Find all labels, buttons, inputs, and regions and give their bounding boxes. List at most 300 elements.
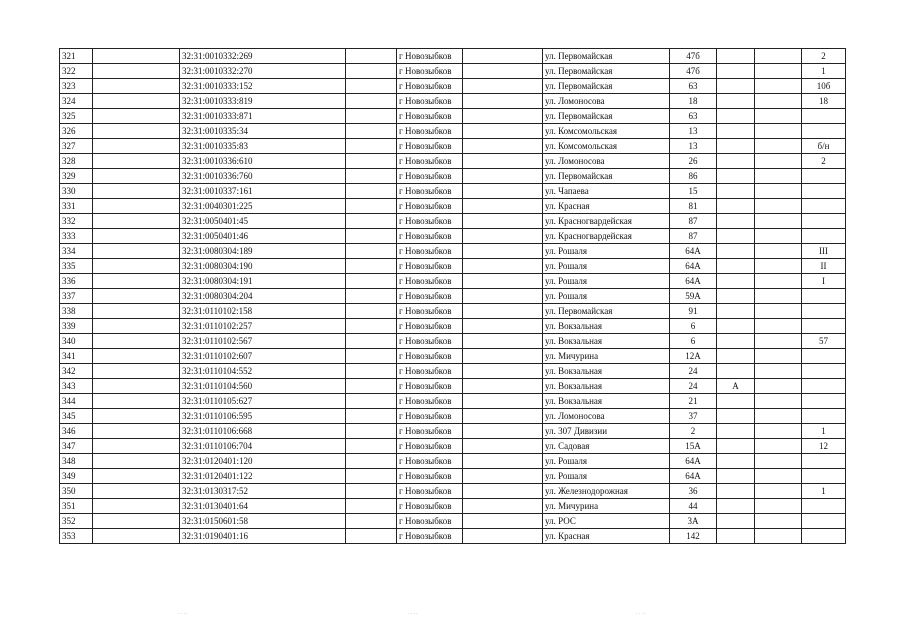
row-number: 335: [60, 259, 93, 274]
empty-cell: [346, 439, 397, 454]
table-row: [60, 139, 846, 154]
apartment-number: [802, 319, 846, 334]
house-number: 64А: [670, 244, 717, 259]
empty-cell: [463, 379, 543, 394]
cadastral-number: 32:31:0010336:760: [180, 169, 346, 184]
empty-cell: [93, 139, 180, 154]
empty-cell: [755, 454, 802, 469]
building-letter: [717, 334, 755, 349]
street-name: ул. Рошаля: [543, 259, 670, 274]
row-number: 325: [60, 109, 93, 124]
house-number: 81: [670, 199, 717, 214]
cadastral-number: 32:31:0110102:607: [180, 349, 346, 364]
street-name: ул. Вокзальная: [543, 379, 670, 394]
apartment-number: [802, 109, 846, 124]
table-row: [60, 469, 846, 484]
house-number: 63: [670, 79, 717, 94]
cadastral-number: 32:31:0010332:269: [180, 49, 346, 64]
house-number: 6: [670, 319, 717, 334]
empty-cell: [755, 274, 802, 289]
table-row: [60, 49, 846, 64]
cadastral-number: 32:31:0110106:595: [180, 409, 346, 424]
empty-cell: [93, 229, 180, 244]
row-number: 331: [60, 199, 93, 214]
city-name: г Новозыбков: [397, 424, 463, 439]
table-row: [60, 79, 846, 94]
empty-cell: [463, 214, 543, 229]
apartment-number: 10б: [802, 79, 846, 94]
empty-cell: [463, 109, 543, 124]
table-row: [60, 349, 846, 364]
city-name: г Новозыбков: [397, 289, 463, 304]
empty-cell: [463, 529, 543, 544]
empty-cell: [346, 259, 397, 274]
scan-artifact: ····: [408, 612, 419, 617]
apartment-number: III: [802, 244, 846, 259]
house-number: 24: [670, 379, 717, 394]
empty-cell: [463, 64, 543, 79]
empty-cell: [346, 484, 397, 499]
empty-cell: [463, 499, 543, 514]
empty-cell: [463, 274, 543, 289]
empty-cell: [463, 49, 543, 64]
row-number: 353: [60, 529, 93, 544]
empty-cell: [346, 229, 397, 244]
house-number: 59А: [670, 289, 717, 304]
street-name: ул. Железнодорожная: [543, 484, 670, 499]
apartment-number: [802, 229, 846, 244]
table-row: [60, 454, 846, 469]
row-number: 329: [60, 169, 93, 184]
empty-cell: [463, 199, 543, 214]
empty-cell: [346, 379, 397, 394]
house-number: 63: [670, 109, 717, 124]
empty-cell: [93, 109, 180, 124]
house-number: 21: [670, 394, 717, 409]
cadastral-number: 32:31:0120401:120: [180, 454, 346, 469]
cadastral-number: 32:31:0080304:191: [180, 274, 346, 289]
building-letter: [717, 484, 755, 499]
empty-cell: [463, 334, 543, 349]
cadastral-number: 32:31:0110105:627: [180, 394, 346, 409]
empty-cell: [755, 184, 802, 199]
empty-cell: [346, 139, 397, 154]
empty-cell: [755, 199, 802, 214]
house-number: 86: [670, 169, 717, 184]
city-name: г Новозыбков: [397, 169, 463, 184]
empty-cell: [93, 409, 180, 424]
empty-cell: [346, 199, 397, 214]
table-row: [60, 259, 846, 274]
row-number: 332: [60, 214, 93, 229]
city-name: г Новозыбков: [397, 94, 463, 109]
house-number: 2: [670, 424, 717, 439]
empty-cell: [346, 184, 397, 199]
apartment-number: [802, 364, 846, 379]
empty-cell: [755, 424, 802, 439]
building-letter: [717, 214, 755, 229]
empty-cell: [93, 364, 180, 379]
cadastral-number: 32:31:0130401:64: [180, 499, 346, 514]
empty-cell: [346, 79, 397, 94]
street-name: ул. Первомайская: [543, 109, 670, 124]
house-number: 26: [670, 154, 717, 169]
table-row: [60, 274, 846, 289]
empty-cell: [755, 439, 802, 454]
empty-cell: [93, 184, 180, 199]
empty-cell: [755, 49, 802, 64]
empty-cell: [463, 304, 543, 319]
table-row: [60, 184, 846, 199]
building-letter: [717, 109, 755, 124]
cadastral-number: 32:31:0190401:16: [180, 529, 346, 544]
cadastral-number: 32:31:0010333:152: [180, 79, 346, 94]
table-row: [60, 124, 846, 139]
apartment-number: [802, 514, 846, 529]
row-number: 340: [60, 334, 93, 349]
apartment-number: 1: [802, 64, 846, 79]
row-number: 346: [60, 424, 93, 439]
building-letter: [717, 124, 755, 139]
building-letter: [717, 64, 755, 79]
street-name: ул. Рошаля: [543, 469, 670, 484]
cadastral-number: 32:31:0080304:190: [180, 259, 346, 274]
city-name: г Новозыбков: [397, 454, 463, 469]
empty-cell: [463, 139, 543, 154]
empty-cell: [93, 379, 180, 394]
row-number: 345: [60, 409, 93, 424]
empty-cell: [93, 529, 180, 544]
city-name: г Новозыбков: [397, 64, 463, 79]
apartment-number: [802, 214, 846, 229]
empty-cell: [463, 244, 543, 259]
empty-cell: [346, 349, 397, 364]
empty-cell: [93, 79, 180, 94]
building-letter: [717, 364, 755, 379]
table-row: [60, 199, 846, 214]
building-letter: [717, 244, 755, 259]
cadastral-number: 32:31:0110104:560: [180, 379, 346, 394]
street-name: ул. РОС: [543, 514, 670, 529]
building-letter: [717, 394, 755, 409]
empty-cell: [755, 79, 802, 94]
empty-cell: [346, 244, 397, 259]
apartment-number: 18: [802, 94, 846, 109]
building-letter: [717, 304, 755, 319]
empty-cell: [755, 154, 802, 169]
empty-cell: [93, 289, 180, 304]
cadastral-number: 32:31:0050401:45: [180, 214, 346, 229]
apartment-number: [802, 469, 846, 484]
empty-cell: [93, 124, 180, 139]
house-number: 3А: [670, 514, 717, 529]
house-number: 44: [670, 499, 717, 514]
apartment-number: [802, 394, 846, 409]
empty-cell: [93, 349, 180, 364]
empty-cell: [463, 319, 543, 334]
empty-cell: [93, 259, 180, 274]
empty-cell: [93, 454, 180, 469]
cadastral-number: 32:31:0080304:189: [180, 244, 346, 259]
empty-cell: [463, 169, 543, 184]
empty-cell: [346, 49, 397, 64]
building-letter: [717, 199, 755, 214]
row-number: 322: [60, 64, 93, 79]
empty-cell: [463, 424, 543, 439]
building-letter: [717, 154, 755, 169]
city-name: г Новозыбков: [397, 274, 463, 289]
row-number: 342: [60, 364, 93, 379]
table-row: [60, 244, 846, 259]
empty-cell: [755, 229, 802, 244]
building-letter: [717, 349, 755, 364]
building-letter: [717, 529, 755, 544]
empty-cell: [93, 319, 180, 334]
row-number: 337: [60, 289, 93, 304]
city-name: г Новозыбков: [397, 319, 463, 334]
table-row: [60, 229, 846, 244]
empty-cell: [346, 529, 397, 544]
apartment-number: [802, 304, 846, 319]
street-name: ул. Ломоносова: [543, 409, 670, 424]
row-number: 347: [60, 439, 93, 454]
house-number: 36: [670, 484, 717, 499]
house-number: 64А: [670, 454, 717, 469]
empty-cell: [463, 469, 543, 484]
table-row: [60, 529, 846, 544]
empty-cell: [755, 139, 802, 154]
empty-cell: [93, 469, 180, 484]
empty-cell: [93, 169, 180, 184]
city-name: г Новозыбков: [397, 229, 463, 244]
street-name: ул. Первомайская: [543, 304, 670, 319]
empty-cell: [346, 394, 397, 409]
apartment-number: 2: [802, 154, 846, 169]
house-number: 91: [670, 304, 717, 319]
empty-cell: [755, 334, 802, 349]
empty-cell: [463, 409, 543, 424]
apartment-number: 12: [802, 439, 846, 454]
table-row: [60, 409, 846, 424]
building-letter: [717, 79, 755, 94]
building-letter: [717, 184, 755, 199]
empty-cell: [346, 454, 397, 469]
apartment-number: [802, 289, 846, 304]
street-name: ул. Ломоносова: [543, 154, 670, 169]
empty-cell: [463, 184, 543, 199]
empty-cell: [463, 454, 543, 469]
empty-cell: [463, 229, 543, 244]
empty-cell: [93, 514, 180, 529]
empty-cell: [93, 439, 180, 454]
empty-cell: [346, 364, 397, 379]
apartment-number: б/н: [802, 139, 846, 154]
empty-cell: [755, 484, 802, 499]
empty-cell: [755, 469, 802, 484]
street-name: ул. Красная: [543, 199, 670, 214]
empty-cell: [463, 484, 543, 499]
street-name: ул. Рошаля: [543, 244, 670, 259]
empty-cell: [755, 379, 802, 394]
row-number: 341: [60, 349, 93, 364]
city-name: г Новозыбков: [397, 304, 463, 319]
house-number: 87: [670, 229, 717, 244]
apartment-number: 57: [802, 334, 846, 349]
empty-cell: [755, 109, 802, 124]
empty-cell: [346, 154, 397, 169]
city-name: г Новозыбков: [397, 349, 463, 364]
table-row: [60, 439, 846, 454]
building-letter: [717, 409, 755, 424]
empty-cell: [755, 409, 802, 424]
table-row: [60, 169, 846, 184]
apartment-number: [802, 124, 846, 139]
building-letter: [717, 229, 755, 244]
apartment-number: II: [802, 259, 846, 274]
cadastral-number: 32:31:0130317:52: [180, 484, 346, 499]
empty-cell: [93, 94, 180, 109]
empty-cell: [346, 424, 397, 439]
cadastral-number: 32:31:0010333:819: [180, 94, 346, 109]
city-name: г Новозыбков: [397, 364, 463, 379]
table-row: [60, 214, 846, 229]
row-number: 327: [60, 139, 93, 154]
row-number: 336: [60, 274, 93, 289]
house-number: 64А: [670, 469, 717, 484]
table-row: [60, 514, 846, 529]
city-name: г Новозыбков: [397, 109, 463, 124]
empty-cell: [463, 514, 543, 529]
empty-cell: [346, 169, 397, 184]
empty-cell: [755, 244, 802, 259]
table-row: [60, 154, 846, 169]
row-number: 344: [60, 394, 93, 409]
city-name: г Новозыбков: [397, 484, 463, 499]
building-letter: [717, 259, 755, 274]
apartment-number: I: [802, 274, 846, 289]
empty-cell: [93, 214, 180, 229]
empty-cell: [755, 124, 802, 139]
empty-cell: [346, 274, 397, 289]
cadastral-number: 32:31:0010335:83: [180, 139, 346, 154]
empty-cell: [463, 364, 543, 379]
apartment-number: [802, 379, 846, 394]
city-name: г Новозыбков: [397, 49, 463, 64]
apartment-number: [802, 199, 846, 214]
street-name: ул. Мичурина: [543, 499, 670, 514]
empty-cell: [346, 409, 397, 424]
building-letter: [717, 94, 755, 109]
table-row: [60, 394, 846, 409]
street-name: ул. Вокзальная: [543, 319, 670, 334]
building-letter: [717, 319, 755, 334]
street-name: ул. Садовая: [543, 439, 670, 454]
empty-cell: [755, 94, 802, 109]
cadastral-number: 32:31:0110102:257: [180, 319, 346, 334]
city-name: г Новозыбков: [397, 529, 463, 544]
street-name: ул. Чапаева: [543, 184, 670, 199]
house-number: 47б: [670, 49, 717, 64]
building-letter: [717, 514, 755, 529]
empty-cell: [463, 94, 543, 109]
table-row: [60, 379, 846, 394]
row-number: 350: [60, 484, 93, 499]
cadastral-number: 32:31:0010333:871: [180, 109, 346, 124]
street-name: ул. Ломоносова: [543, 94, 670, 109]
house-number: 24: [670, 364, 717, 379]
building-letter: [717, 454, 755, 469]
empty-cell: [346, 109, 397, 124]
empty-cell: [93, 484, 180, 499]
apartment-number: [802, 529, 846, 544]
table-row: [60, 289, 846, 304]
building-letter: [717, 424, 755, 439]
table-row: [60, 499, 846, 514]
row-number: 333: [60, 229, 93, 244]
cadastral-number: 32:31:0010332:270: [180, 64, 346, 79]
city-name: г Новозыбков: [397, 214, 463, 229]
empty-cell: [463, 349, 543, 364]
empty-cell: [346, 94, 397, 109]
empty-cell: [463, 124, 543, 139]
row-number: 343: [60, 379, 93, 394]
empty-cell: [346, 514, 397, 529]
cadastral-number: 32:31:0010337:161: [180, 184, 346, 199]
building-letter: [717, 139, 755, 154]
row-number: 324: [60, 94, 93, 109]
house-number: 142: [670, 529, 717, 544]
house-number: 37: [670, 409, 717, 424]
house-number: 18: [670, 94, 717, 109]
empty-cell: [346, 289, 397, 304]
cadastral-number: 32:31:0110102:158: [180, 304, 346, 319]
city-name: г Новозыбков: [397, 379, 463, 394]
table-row: [60, 424, 846, 439]
house-number: 47б: [670, 64, 717, 79]
table-row: [60, 364, 846, 379]
row-number: 348: [60, 454, 93, 469]
house-number: 15А: [670, 439, 717, 454]
street-name: ул. Рошаля: [543, 454, 670, 469]
street-name: ул. Красногвардейская: [543, 229, 670, 244]
empty-cell: [93, 64, 180, 79]
apartment-number: [802, 499, 846, 514]
row-number: 328: [60, 154, 93, 169]
empty-cell: [755, 514, 802, 529]
city-name: г Новозыбков: [397, 184, 463, 199]
empty-cell: [93, 334, 180, 349]
city-name: г Новозыбков: [397, 409, 463, 424]
table-row: [60, 319, 846, 334]
empty-cell: [463, 154, 543, 169]
empty-cell: [755, 304, 802, 319]
apartment-number: [802, 454, 846, 469]
apartment-number: [802, 169, 846, 184]
apartment-number: 1: [802, 484, 846, 499]
house-number: 13: [670, 124, 717, 139]
empty-cell: [755, 394, 802, 409]
building-letter: [717, 274, 755, 289]
cadastral-number: 32:31:0080304:204: [180, 289, 346, 304]
empty-cell: [463, 394, 543, 409]
apartment-number: 2: [802, 49, 846, 64]
street-name: ул. Комсомольская: [543, 139, 670, 154]
empty-cell: [755, 529, 802, 544]
empty-cell: [93, 424, 180, 439]
house-number: 64А: [670, 259, 717, 274]
cadastral-number: 32:31:0050401:46: [180, 229, 346, 244]
registry-table: [59, 48, 846, 544]
